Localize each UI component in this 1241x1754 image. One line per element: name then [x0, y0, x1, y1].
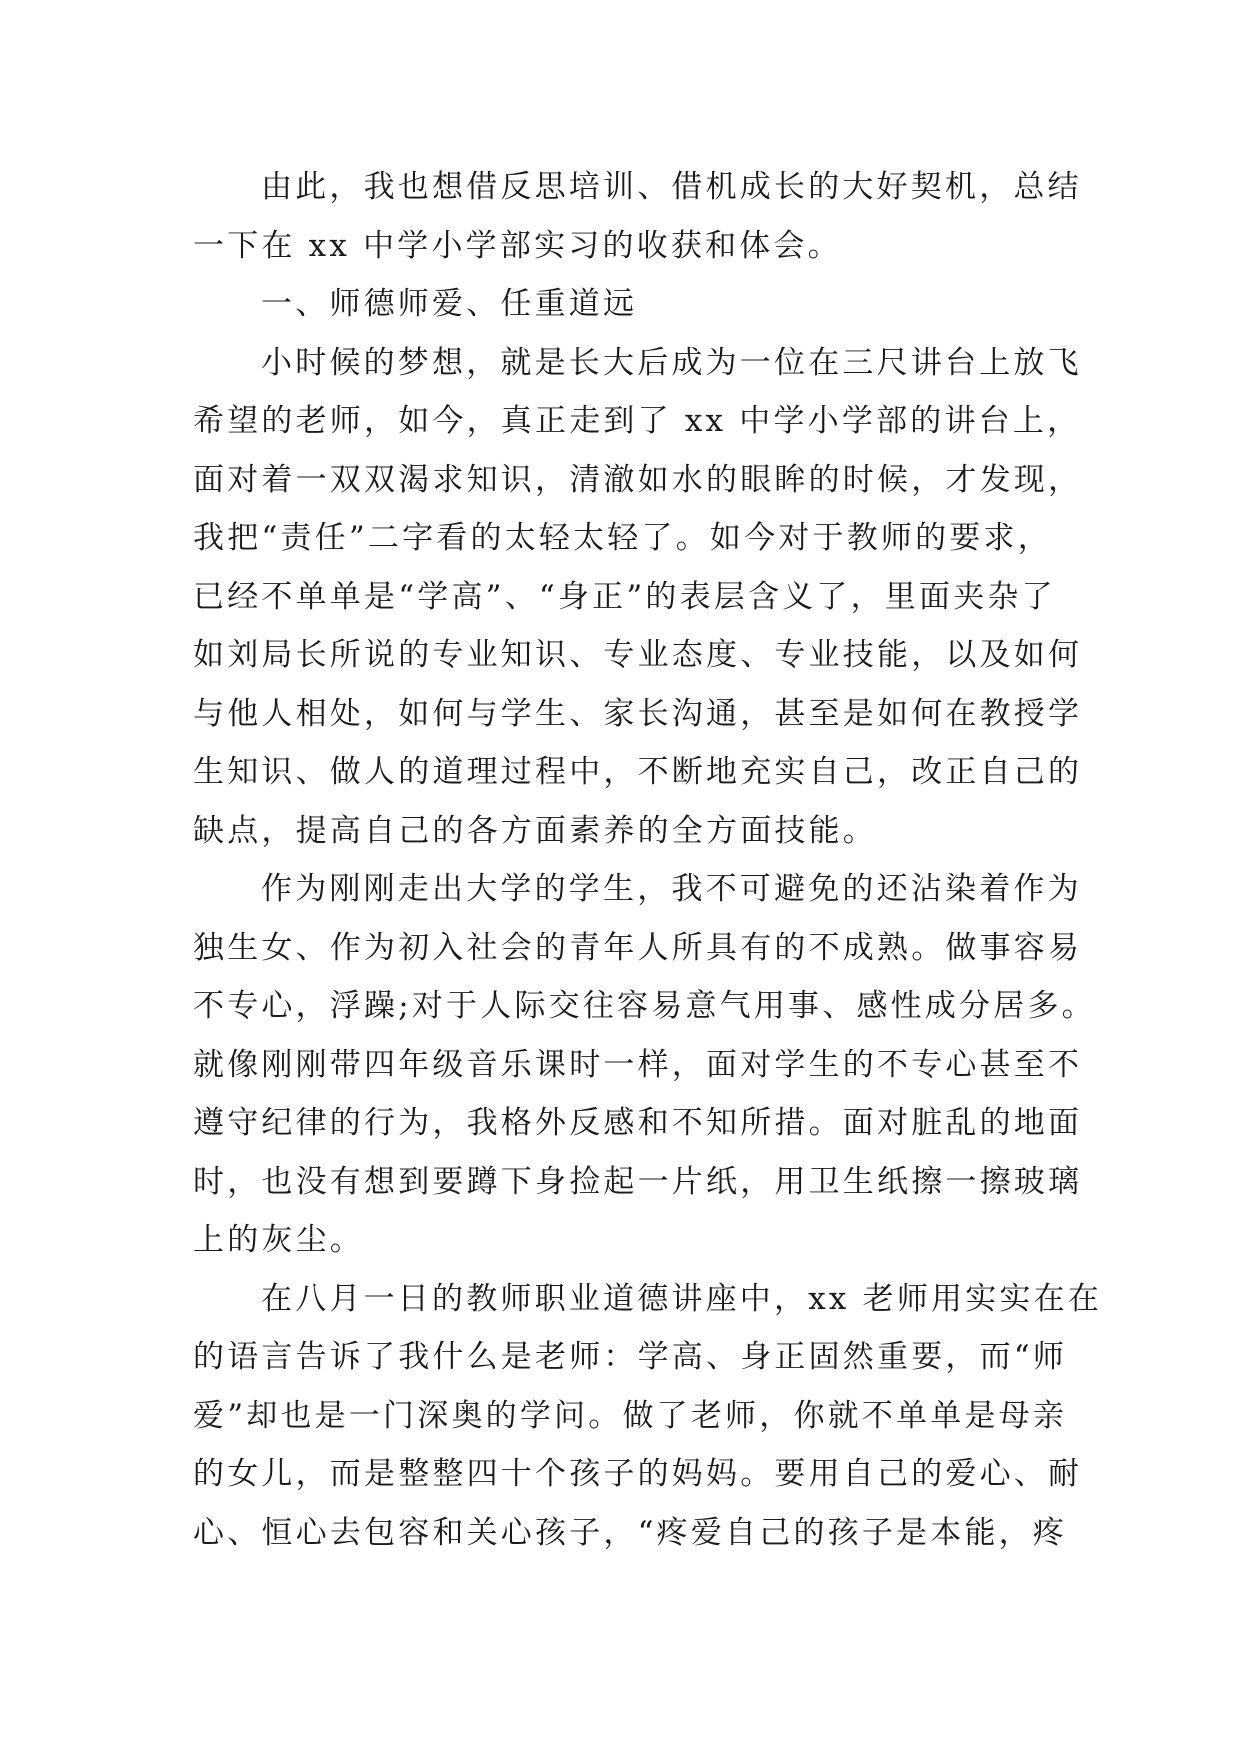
text-line: 的女儿，而是整整四十个孩子的妈妈。要用自己的爱心、耐: [193, 1456, 1083, 1492]
text-line: 上的灰尘。: [193, 1222, 364, 1258]
text-line: 面对着一双双渴求知识，清澈如水的眼眸的时候，才发现，: [193, 461, 1083, 498]
text-line: 生知识、做人的道理过程中，不断地充实自己，改正自己的: [193, 754, 1083, 790]
text-line: 一下在 xx 中学小学部实习的收获和体会。: [193, 227, 842, 264]
text-line: 遵守纪律的行为，我格外反感和不知所措。面对脏乱的地面: [193, 1105, 1083, 1141]
text-line: 不专心，浮躁;对于人际交往容易意气用事、感性成分居多。: [193, 988, 1096, 1024]
text-line: 在八月一日的教师职业道德讲座中，xx 老师用实实在在: [261, 1280, 1103, 1317]
text-line: 一、师德师爱、任重道远: [261, 286, 638, 322]
text-line: 就像刚刚带四年级音乐课时一样，面对学生的不专心甚至不: [193, 1046, 1083, 1083]
text-line: 我把“责任”二字看的太轻太轻了。如今对于教师的要求，: [193, 520, 1052, 556]
text-line: 希望的老师，如今，真正走到了 xx 中学小学部的讲台上，: [193, 403, 1082, 439]
text-line: 小时候的梦想，就是长大后成为一位在三尺讲台上放飞: [261, 344, 1082, 381]
text-line: 爱”却也是一门深奥的学问。做了老师，你就不单单是母亲: [193, 1397, 1068, 1434]
text-line: 时，也没有想到要蹲下身捡起一片纸，用卫生纸擦一擦玻璃: [193, 1163, 1083, 1200]
text-line: 心、恒心去包容和关心孩子，“疼爱自己的孩子是本能，疼: [193, 1514, 1068, 1551]
text-line: 的语言告诉了我什么是老师：学高、身正固然重要，而“师: [193, 1339, 1068, 1375]
text-line: 如刘局长所说的专业知识、专业态度、专业技能，以及如何: [193, 637, 1083, 673]
text-line: 作为刚刚走出大学的学生，我不可避免的还沾染着作为: [261, 871, 1082, 907]
text-line: 由此，我也想借反思培训、借机成长的大好契机，总结: [261, 169, 1082, 205]
text-line: 已经不单单是“学高”、“身正”的表层含义了，里面夹杂了: [193, 578, 1056, 615]
text-line: 独生女、作为初入社会的青年人所具有的不成熟。做事容易: [193, 929, 1083, 966]
text-line: 与他人相处，如何与学生、家长沟通，甚至是如何在教授学: [193, 695, 1083, 732]
text-line: 缺点，提高自己的各方面素养的全方面技能。: [193, 812, 877, 849]
body-text: [193, 158, 1103, 1562]
